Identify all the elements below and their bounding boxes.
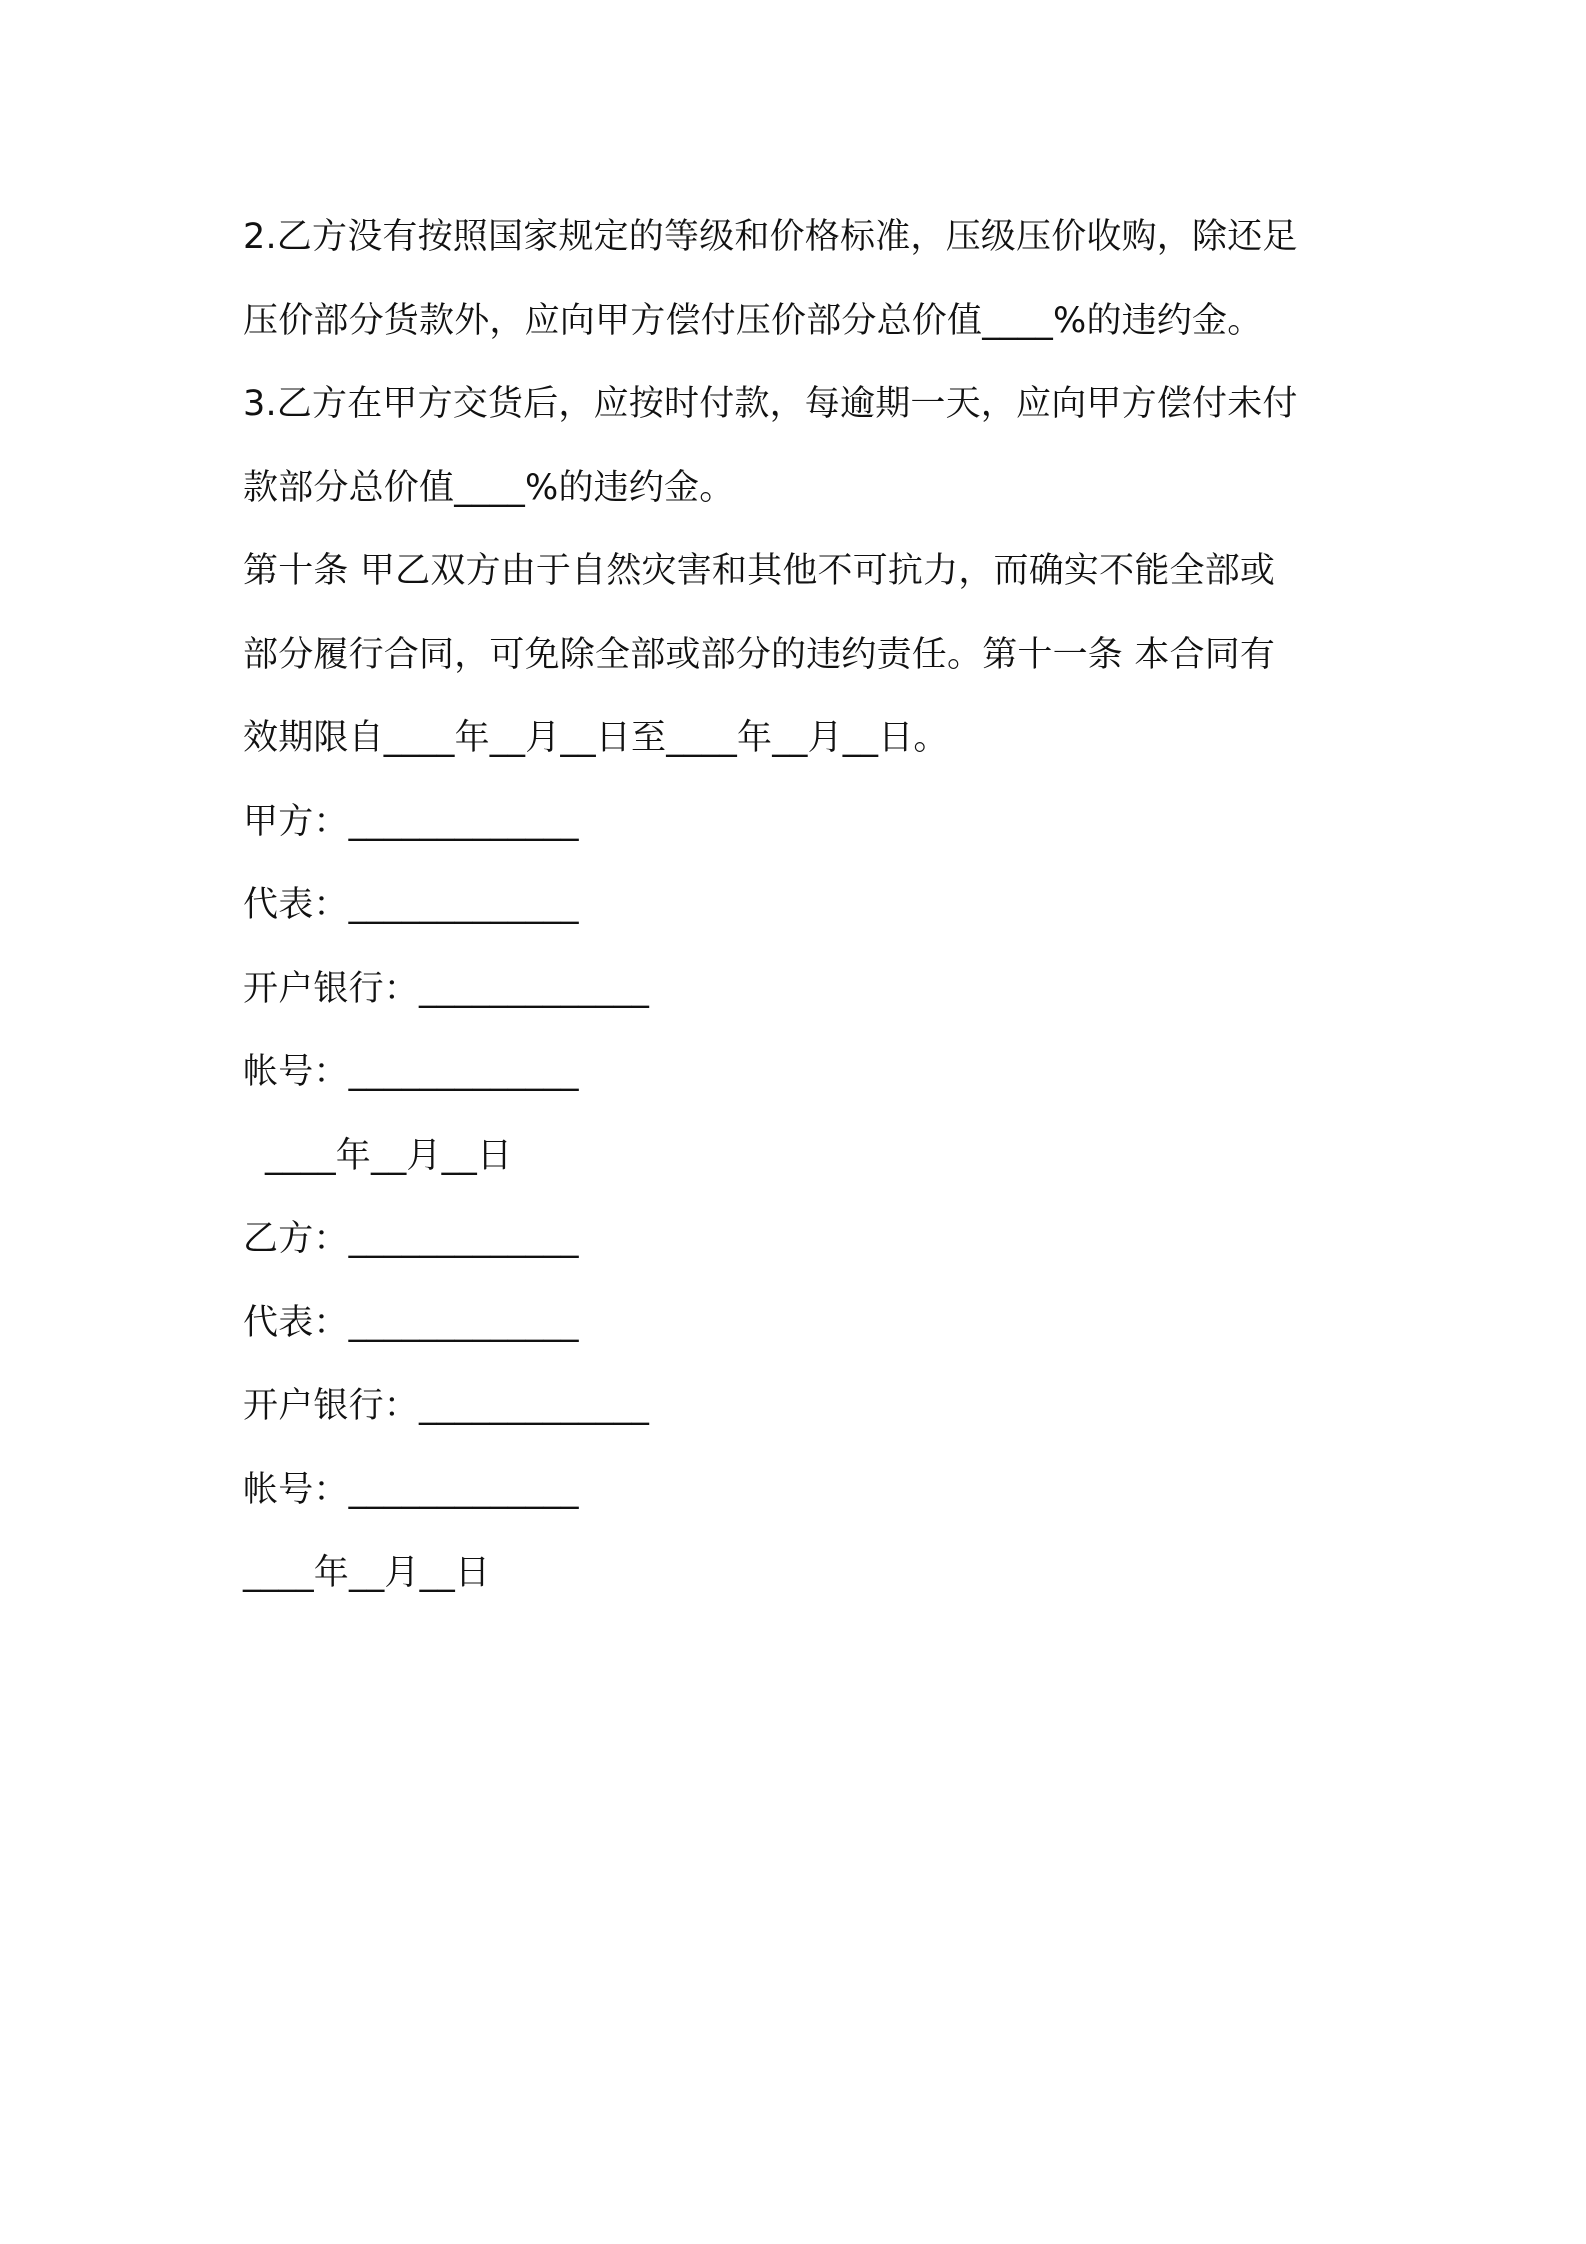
contract-page <box>243 196 1363 1616</box>
party-a-bank: 开户银行：_____________ <box>243 968 650 1009</box>
party-b-date: ____年__月__日 <box>243 1553 491 1593</box>
clause9-item3-line1: 3.乙方在甲方交货后，应按时付款，每逾期一天，应向甲方偿付未付 <box>243 384 1298 424</box>
party-b-name: 乙方：_____________ <box>243 1219 579 1259</box>
party-a-representative: 代表：_____________ <box>243 885 579 925</box>
party-b-bank: 开户银行：_____________ <box>243 1386 650 1426</box>
party-a-date: ____年__月__日 <box>265 1135 513 1176</box>
party-a-name: 甲方：_____________ <box>243 801 579 842</box>
clause9-item3-line2: 款部分总价值____%的违约金。 <box>243 467 735 508</box>
clause10-line3: 效期限自____年__月__日至____年__月__日。 <box>243 718 949 758</box>
party-b-account: 帐号：_____________ <box>243 1469 579 1510</box>
clause10-line2: 部分履行合同，可免除全部或部分的违约责任。第十一条 本合同有 <box>243 634 1276 675</box>
clause9-item2-line1: 2.乙方没有按照国家规定的等级和价格标准，压级压价收购，除还足 <box>243 217 1298 257</box>
party-b-representative: 代表：_____________ <box>243 1302 579 1343</box>
party-a-account: 帐号：_____________ <box>243 1052 579 1092</box>
clause9-item2-line2: 压价部分货款外，应向甲方偿付压价部分总价值____%的违约金。 <box>243 300 1263 341</box>
clause10-line1: 第十条 甲乙双方由于自然灾害和其他不可抗力，而确实不能全部或 <box>243 551 1276 591</box>
